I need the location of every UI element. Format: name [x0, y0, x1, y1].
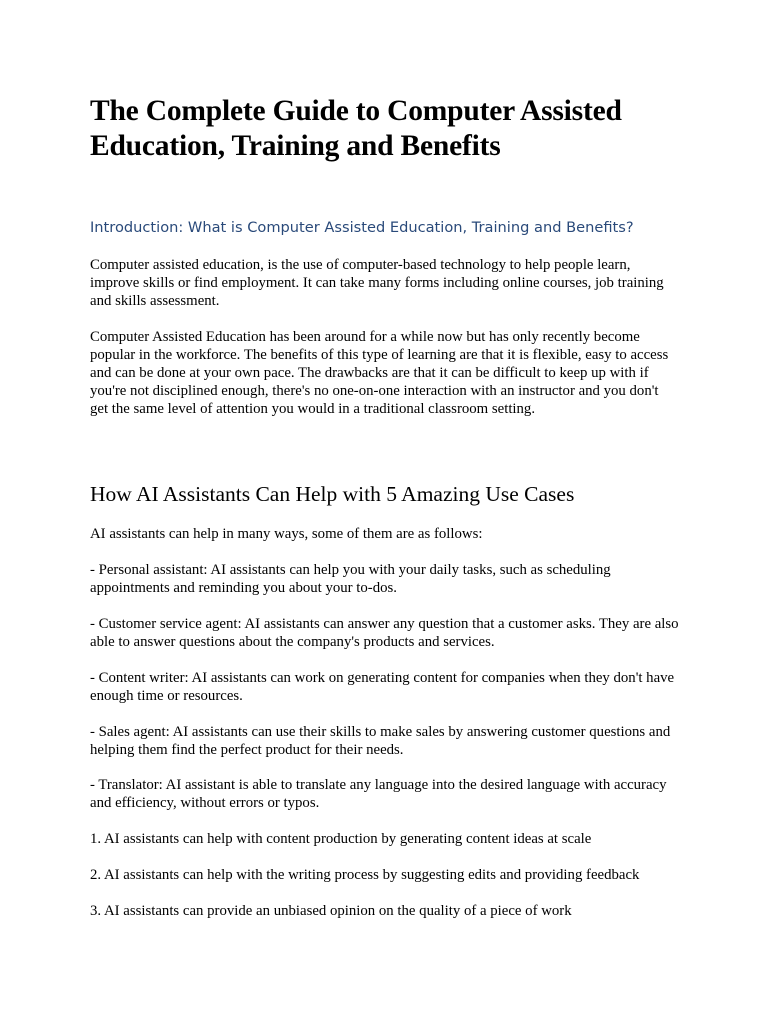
numbered-point-3: 3. AI assistants can provide an unbiased opinion on the quality of a piece of work — [90, 903, 572, 919]
numbered-point-1: 1. AI assistants can help with content production by generating content ideas at scale — [90, 831, 592, 847]
intro-paragraph-2: Computer Assisted Education has been around for a while now but has only recently become popular in the workforce. The benefits of this type of learning are that it is flexible, easy to access and can be done at your own pace. The drawbacks are that it can be difficult to keep up with if you're not disciplined enough, there's no one-on-one interaction with an instructor and you don't get the same level of attention you would in a traditional classroom setting. — [90, 329, 669, 417]
intro-paragraph-1: Computer assisted education, is the use of computer-based technology to help people learn, improve skills or find employment. It can take many forms including online courses, job training and skills assessment. — [90, 257, 664, 309]
use-case-personal-assistant: - Personal assistant: AI assistants can help you with your daily tasks, such as scheduling appointments and reminding you about your to-dos. — [90, 562, 611, 596]
use-case-content-writer: - Content writer: AI assistants can work on generating content for companies when they don't have enough time or resources. — [90, 670, 675, 704]
section-heading: How AI Assistants Can Help with 5 Amazing Use Cases — [90, 482, 575, 506]
use-case-sales-agent: - Sales agent: AI assistants can use their skills to make sales by answering customer questions and helping them find the perfect product for their needs. — [90, 724, 671, 758]
use-case-translator: - Translator: AI assistant is able to translate any language into the desired language with accuracy and efficiency, without errors or typos. — [90, 777, 667, 811]
document-title: The Complete Guide to Computer Assisted Education, Training and Benefits — [90, 95, 622, 162]
use-case-customer-service: - Customer service agent: AI assistants can answer any question that a customer asks. They are also able to answer questions about the company's products and services. — [90, 616, 679, 650]
numbered-point-2: 2. AI assistants can help with the writing process by suggesting edits and providing feedback — [90, 867, 640, 883]
section-intro: AI assistants can help in many ways, some of them are as follows: — [90, 526, 483, 542]
intro-heading: Introduction: What is Computer Assisted Education, Training and Benefits? — [90, 219, 634, 236]
